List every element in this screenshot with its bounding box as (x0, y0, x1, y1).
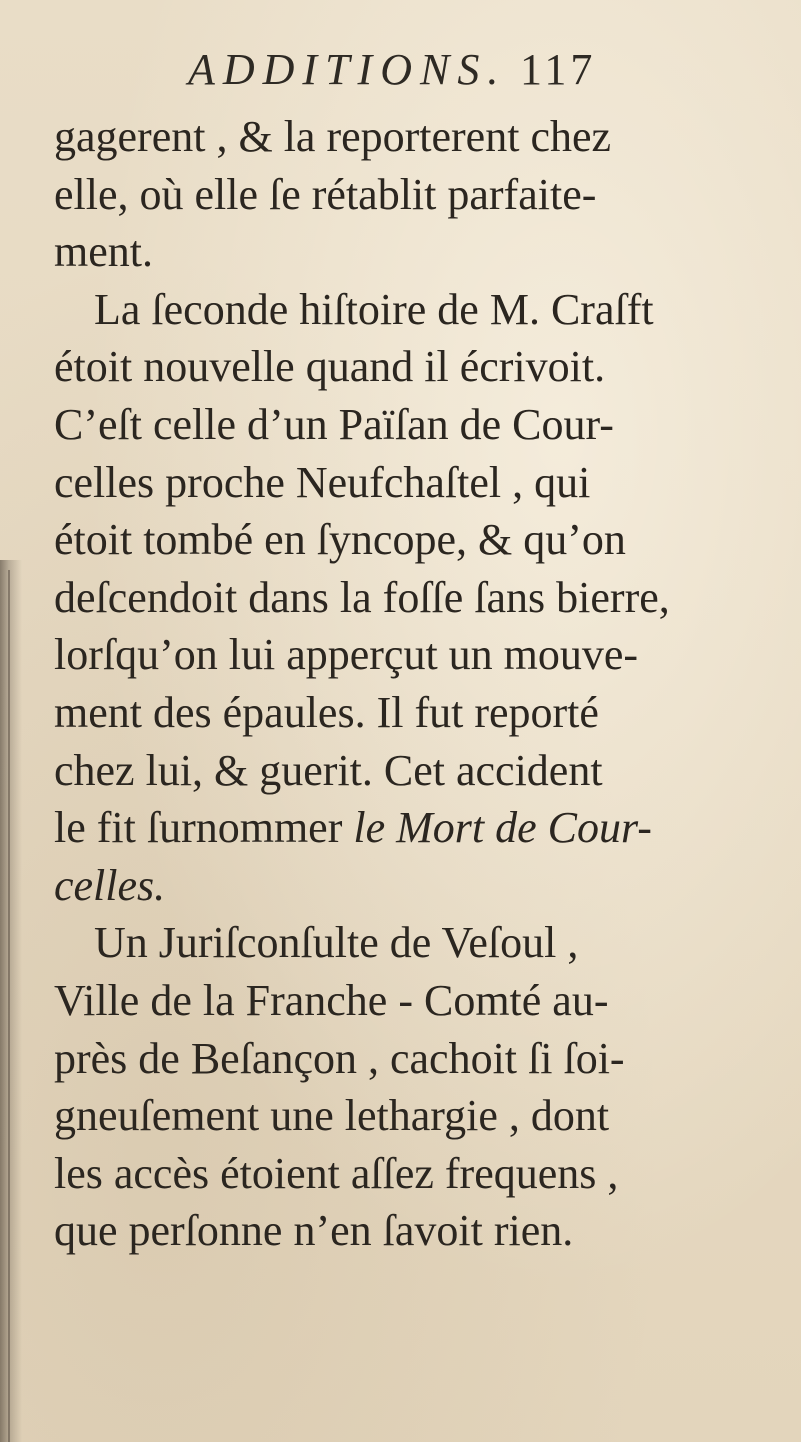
text-line (54, 1145, 754, 1203)
text-line (54, 972, 754, 1030)
running-head-title: ADDITIONS. (188, 45, 507, 94)
text-line (54, 511, 754, 569)
text-line-content: le fit ſurnommer (54, 803, 354, 853)
text-line-content: celles proche Neufchaſtel , qui (54, 457, 591, 507)
text-line-content: étoit tombé en ſyncope, & qu’on (54, 515, 626, 565)
text-line (54, 799, 754, 857)
text-line-content: La ſeconde hiſtoire de M. Craſft (94, 284, 654, 334)
text-line-content: chez lui, & guerit. Cet accident (54, 745, 603, 795)
text-line (54, 1030, 754, 1088)
running-head (0, 40, 801, 100)
text-line-content: étoit nouvelle quand il écrivoit. (54, 342, 606, 392)
text-line (54, 338, 754, 396)
text-line (54, 108, 754, 166)
text-line (54, 1202, 754, 1260)
text-line (54, 742, 754, 800)
text-line (54, 396, 754, 454)
text-line-content: que perſonne n’en ſavoit rien. (54, 1206, 574, 1256)
text-line-content: C’eſt celle d’un Païſan de Cour- (54, 399, 614, 449)
text-line-content: Un Juriſconſulte de Veſoul , (94, 918, 579, 968)
text-line (54, 914, 754, 972)
text-line-content: près de Beſançon , cachoit ſi ſoi- (54, 1033, 625, 1083)
spine-shadow (0, 560, 22, 1442)
text-line (54, 166, 754, 224)
text-line (54, 684, 754, 742)
text-line-content: deſcendoit dans la foſſe ſans bierre, (54, 572, 670, 622)
page-number: 117 (520, 45, 597, 94)
italic-text: le Mort de Cour- (353, 803, 652, 853)
text-line (54, 569, 754, 627)
text-line (54, 626, 754, 684)
text-line-content: ment des épaules. Il fut reporté (54, 687, 599, 737)
text-line (54, 857, 754, 915)
text-line (54, 1087, 754, 1145)
italic-text: celles. (54, 860, 166, 910)
body-text (54, 108, 754, 1260)
text-line (54, 454, 754, 512)
text-line-content: gagerent , & la reporterent chez (54, 112, 612, 161)
text-line-content: Ville de la Franche - Comté au- (54, 975, 609, 1025)
text-line-content: ment. (54, 227, 153, 277)
text-line-content: lorſqu’on lui apperçut un mouve- (54, 630, 639, 680)
text-line-content: les accès étoient aſſez frequens , (54, 1148, 619, 1198)
spine-edge (8, 570, 10, 1442)
text-line (54, 223, 754, 281)
text-line-content: gneuſement une lethargie , dont (54, 1091, 610, 1141)
text-line (54, 281, 754, 339)
text-line-content: elle, où elle ſe rétablit parfaite- (54, 169, 597, 219)
